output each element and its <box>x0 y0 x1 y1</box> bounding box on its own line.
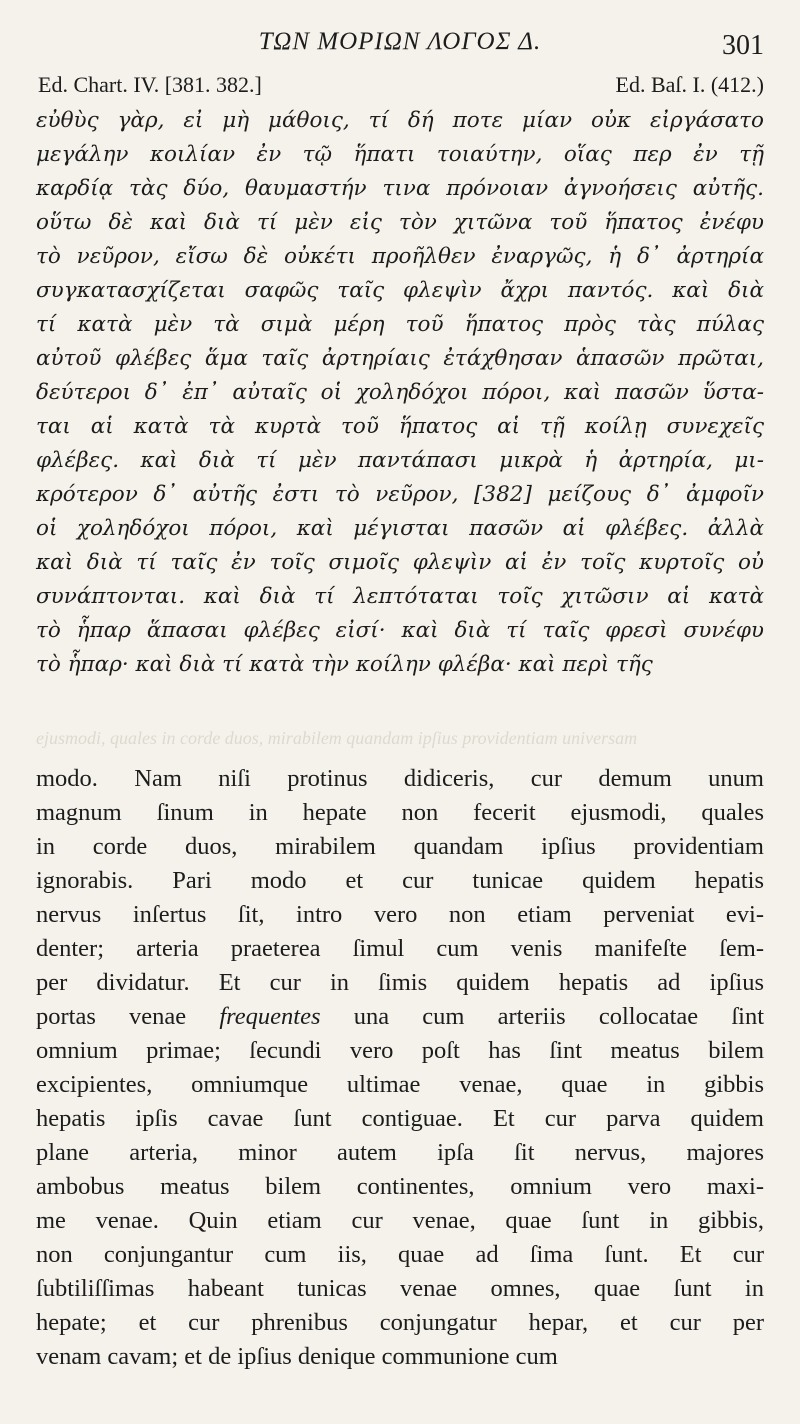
latin-text-line: plane arteria, minor autem ipſa ſit nervus, majores <box>36 1139 764 1166</box>
latin-text-line: modo. Nam niſi protinus didiceris, cur demum unum <box>36 765 764 792</box>
greek-text-line: συγκατασχίζεται σαφῶς ταῖς φλεψὶν ἄχρι παντός. καὶ διὰ <box>36 278 764 303</box>
greek-text-line: ται αἱ κατὰ τὰ κυρτὰ τοῦ ἥπατος αἱ τῇ κοίλῃ συνεχεῖς <box>36 414 764 439</box>
latin-text-line: hepate; et cur phrenibus conjungatur hepar, et cur per <box>36 1309 764 1336</box>
greek-text-line: τὸ ἧπαρ ἅπασαι φλέβες εἰσί· καὶ διὰ τί ταῖς φρεσὶ συνέφυ <box>36 618 764 643</box>
greek-text-line: μεγάλην κοιλίαν ἐν τῷ ἥπατι τοιαύτην, οἵας περ ἐν τῇ <box>36 142 764 167</box>
latin-text-line: hepatis ipſis cavae ſunt contiguae. Et cur parva quidem <box>36 1105 764 1132</box>
edition-chartier-reference: Ed. Chart. IV. [381. 382.] <box>38 72 262 97</box>
latin-text-line: nervus inſertus ſit, intro vero non etiam perveniat evi- <box>36 901 764 928</box>
greek-text-line: οὕτω δὲ καὶ διὰ τί μὲν εἰς τὸν χιτῶνα τοῦ ἥπατος ἐνέφυ <box>36 210 764 235</box>
greek-text-line: καρδίᾳ τὰς δύο, θαυμαστήν τινα πρόνοιαν ἀγνοήσεις αὐτῆς. <box>36 176 764 201</box>
greek-text-line: εὐθὺς γὰρ, εἰ μὴ μάθοις, τί δή ποτε μίαν οὐκ εἰργάσατο <box>36 108 764 133</box>
running-head <box>0 24 800 64</box>
edition-basel-reference: Ed. Baſ. I. (412.) <box>615 72 764 97</box>
latin-text-line: non conjungantur cum iis, quae ad ſima ſunt. Et cur <box>36 1241 764 1268</box>
greek-text-line: τὸ ἧπαρ· καὶ διὰ τί κατὰ τὴν κοίλην φλέβα· καὶ περὶ τῆς <box>36 652 653 677</box>
latin-text-line: ignorabis. Pari modo et cur tunicae quidem hepatis <box>36 867 764 894</box>
latin-text-line: magnum ſinum in hepate non fecerit ejusmodi, quales <box>36 799 764 826</box>
bleed-through-text: ejusmodi, quales in corde duos, mirabilem quandam ipſius providentiam universam <box>36 728 638 748</box>
page-number: 301 <box>722 30 764 61</box>
latin-text-line: in corde duos, mirabilem quandam ipſius providentiam <box>36 833 764 860</box>
greek-text-line: φλέβες. καὶ διὰ τί μὲν παντάπασι μικρὰ ἡ ἀρτηρία, μι- <box>36 448 764 473</box>
running-title: ΤΩΝ ΜΟΡΙΩΝ ΛΟΓΟΣ Δ. <box>258 28 542 55</box>
greek-text-block <box>36 104 764 682</box>
edition-reference-line <box>38 72 764 100</box>
greek-text-line: δεύτεροι δ᾽ ἐπ᾽ αὐταῖς οἱ χοληδόχοι πόροι, καὶ πασῶν ὕστα- <box>36 380 764 405</box>
greek-text-line: αὐτοῦ φλέβες ἅμα ταῖς ἀρτηρίαις ἐτάχθησαν ἁπασῶν πρῶται, <box>36 346 764 371</box>
greek-text-line: τί κατὰ μὲν τὰ σιμὰ μέρη τοῦ ἥπατος πρὸς τὰς πύλας <box>36 312 764 337</box>
greek-text-line: καὶ διὰ τί ταῖς ἐν τοῖς σιμοῖς φλεψὶν αἱ ἐν τοῖς κυρτοῖς οὐ <box>36 550 764 575</box>
latin-text-line: ambobus meatus bilem continentes, omnium vero maxi- <box>36 1173 764 1200</box>
latin-text-line: venam cavam; et de ipſius denique communione cum <box>36 1343 558 1370</box>
greek-text-line: συνάπτονται. καὶ διὰ τί λεπτόταται τοῖς χιτῶσιν αἱ κατὰ <box>36 584 764 609</box>
latin-text-line: excipientes, omniumque ultimae venae, quae in gibbis <box>36 1071 764 1098</box>
latin-text-line: denter; arteria praeterea ſimul cum venis manifeſte ſem- <box>36 935 764 962</box>
greek-text-line: κρότερον δ᾽ αὐτῆς ἐστι τὸ νεῦρον, [382] μείζους δ᾽ ἀμφοῖν <box>36 482 764 507</box>
greek-text-line: τὸ νεῦρον, εἴσω δὲ οὐκέτι προῆλθεν ἐναργῶς, ἡ δ᾽ ἀρτηρία <box>36 244 764 269</box>
latin-text-line: ſubtiliſſimas habeant tunicas venae omnes, quae ſunt in <box>36 1275 764 1302</box>
latin-text-line: me venae. Quin etiam cur venae, quae ſunt in gibbis, <box>36 1207 764 1234</box>
italic-emphasis: frequentes <box>219 1003 321 1030</box>
latin-text-block <box>36 762 764 1374</box>
latin-text-line: per dividatur. Et cur in ſimis quidem hepatis ad ipſius <box>36 969 764 996</box>
greek-text-line: οἱ χοληδόχοι πόροι, καὶ μέγισται πασῶν αἱ φλέβες. ἀλλὰ <box>36 516 764 541</box>
latin-text-line: portas venae frequentes una cum arteriis collocatae ſint <box>36 1003 764 1030</box>
latin-text-line: omnium primae; ſecundi vero poſt has ſint meatus bilem <box>36 1037 764 1064</box>
